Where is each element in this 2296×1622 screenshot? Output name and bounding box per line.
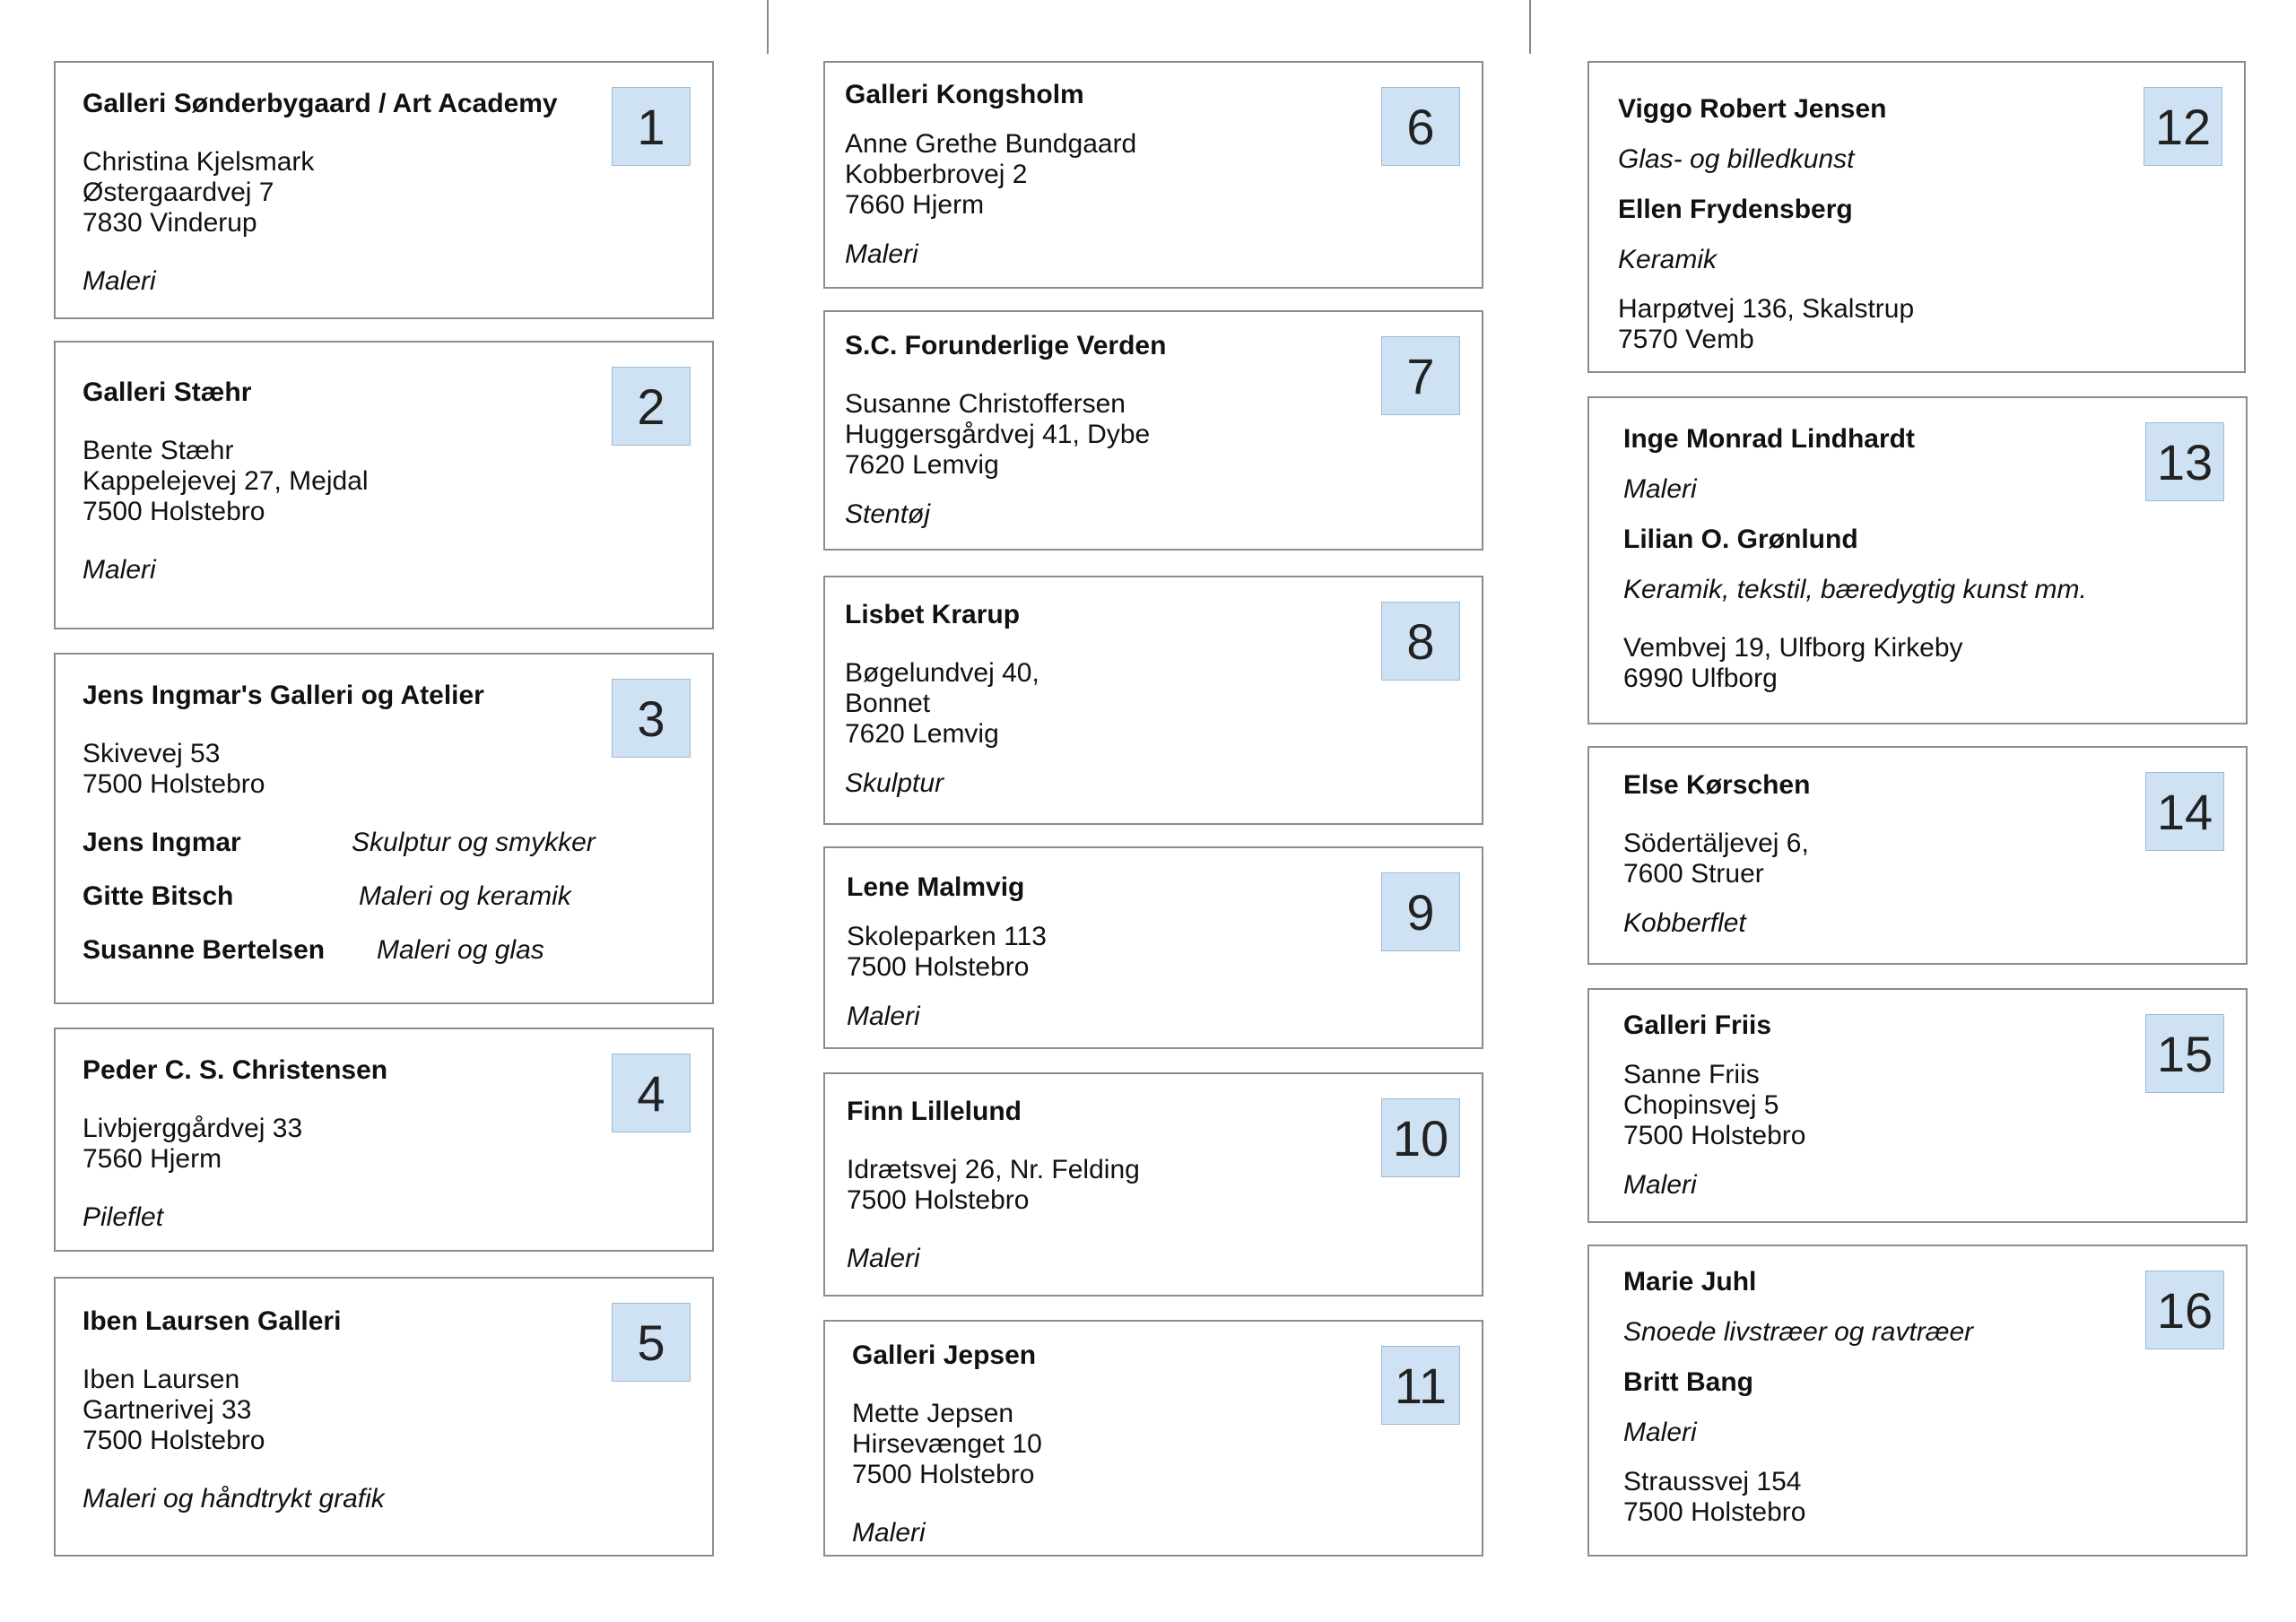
address-line-2: Bonnet [845, 689, 931, 718]
address-line: Straussvej 154 [1623, 1467, 1802, 1496]
entry-card-16 [1587, 1245, 2248, 1557]
entry-number: 5 [612, 1303, 691, 1382]
artist-name: Susanne Bertelsen [83, 935, 326, 965]
artist-row [83, 880, 694, 913]
entry-card-3 [54, 653, 714, 1004]
category-label: Maleri [83, 555, 156, 585]
category-label: Stentøj [845, 499, 931, 529]
fold-line-right [1529, 0, 1531, 54]
category-label: Maleri [847, 1002, 920, 1031]
artist-category: Maleri og glas [377, 935, 544, 965]
contact-line: Christina Kjelsmark [83, 147, 315, 177]
postal-line: 7830 Vinderup [83, 208, 257, 238]
entry-card-4 [54, 1028, 714, 1252]
postal-line: 7570 Vemb [1618, 325, 1754, 354]
entry-card-11 [823, 1320, 1483, 1557]
entry-number: 16 [2145, 1271, 2224, 1349]
artist-name: Jens Ingmar [83, 828, 241, 857]
venue-name: Peder C. S. Christensen [83, 1055, 388, 1085]
postal-line: 7500 Holstebro [83, 769, 265, 799]
contact-line: Bente Stæhr [83, 436, 234, 465]
artist-row [83, 827, 694, 859]
address-line: Bøgelundvej 40, [845, 658, 1039, 688]
address-line: Gartnerivej 33 [83, 1395, 252, 1425]
venue-name: S.C. Forunderlige Verden [845, 331, 1167, 360]
entry-number: 6 [1381, 87, 1460, 166]
entry-number: 2 [612, 367, 691, 446]
postal-line: 7500 Holstebro [1623, 1497, 1806, 1527]
category-label: Maleri [845, 239, 918, 269]
entry-card-12 [1587, 61, 2246, 373]
venue-name: Else Kørschen [1623, 770, 1811, 800]
postal-line: 7600 Struer [1623, 859, 1764, 889]
artist-category: Snoede livstræer og ravtræer [1623, 1317, 1974, 1347]
entry-number: 12 [2144, 87, 2222, 166]
address-line: Södertäljevej 6, [1623, 828, 1809, 858]
entry-number: 11 [1381, 1346, 1460, 1425]
address-line: Østergaardvej 7 [83, 178, 274, 207]
artist-name: Marie Juhl [1623, 1267, 1757, 1297]
category-label: Maleri og håndtrykt grafik [83, 1484, 385, 1514]
postal-line: 7500 Holstebro [1623, 1121, 1806, 1150]
address-line: Skoleparken 113 [847, 922, 1047, 951]
entry-card-13 [1587, 396, 2248, 724]
address-line: Livbjerggårdvej 33 [83, 1114, 303, 1143]
artist-category: Keramik [1618, 245, 1718, 274]
category-label: Maleri [1623, 1170, 1697, 1200]
postal-line: 7500 Holstebro [852, 1460, 1035, 1489]
entry-number: 3 [612, 679, 691, 758]
fold-line-left [767, 0, 769, 54]
venue-name: Lene Malmvig [847, 872, 1025, 902]
artist-category: Glas- og billedkunst [1618, 144, 1855, 174]
address-line: Chopinsvej 5 [1623, 1090, 1779, 1120]
contact-line: Sanne Friis [1623, 1060, 1760, 1089]
category-label: Skulptur [845, 768, 944, 798]
postal-line: 7500 Holstebro [847, 1185, 1030, 1215]
address-line: Hirsevænget 10 [852, 1429, 1042, 1459]
entry-number: 9 [1381, 872, 1460, 951]
category-label: Kobberflet [1623, 908, 1746, 938]
artist-name: Inge Monrad Lindhardt [1623, 424, 1915, 454]
entry-number: 7 [1381, 336, 1460, 415]
address-line: Vembvej 19, Ulfborg Kirkeby [1623, 633, 1963, 663]
artist-category: Maleri [1623, 474, 1697, 504]
contact-line: Iben Laursen [83, 1365, 240, 1394]
venue-name: Lisbet Krarup [845, 600, 1021, 629]
postal-line: 7500 Holstebro [83, 497, 265, 526]
postal-line: 6990 Ulfborg [1623, 664, 1778, 693]
entry-card-8 [823, 576, 1483, 825]
address-line: Kobberbrovej 2 [845, 160, 1028, 189]
contact-line: Anne Grethe Bundgaard [845, 129, 1137, 159]
entry-card-1 [54, 61, 714, 319]
venue-name: Galleri Kongsholm [845, 80, 1084, 109]
address-line: Skivevej 53 [83, 739, 221, 768]
category-label: Pileflet [83, 1202, 164, 1232]
venue-name: Galleri Sønderbygaard / Art Academy [83, 89, 558, 118]
entry-card-2 [54, 341, 714, 629]
postal-line: 7660 Hjerm [845, 190, 985, 220]
category-label: Maleri [847, 1244, 920, 1273]
postal-line: 7500 Holstebro [847, 952, 1030, 982]
entry-number: 14 [2145, 772, 2224, 851]
postal-line: 7500 Holstebro [83, 1426, 265, 1455]
venue-name: Galleri Stæhr [83, 377, 252, 407]
contact-line: Susanne Christoffersen [845, 389, 1126, 419]
entry-number: 10 [1381, 1098, 1460, 1177]
postal-line: 7620 Lemvig [845, 450, 999, 480]
entry-card-15 [1587, 988, 2248, 1223]
postal-line: 7620 Lemvig [845, 719, 999, 749]
artist-name: Gitte Bitsch [83, 881, 234, 911]
entry-number: 8 [1381, 602, 1460, 681]
venue-name: Iben Laursen Galleri [83, 1306, 342, 1336]
artist-name: Viggo Robert Jensen [1618, 94, 1887, 124]
venue-name: Galleri Friis [1623, 1010, 1772, 1040]
venue-name: Finn Lillelund [847, 1097, 1022, 1126]
artist-category: Maleri og keramik [359, 881, 571, 911]
entry-card-7 [823, 310, 1483, 551]
entry-card-9 [823, 846, 1483, 1049]
entry-card-14 [1587, 746, 2248, 965]
artist-row [83, 934, 694, 967]
artist-name: Lilian O. Grønlund [1623, 525, 1858, 554]
entry-card-6 [823, 61, 1483, 289]
entry-number: 4 [612, 1054, 691, 1132]
artist-category: Maleri [1623, 1418, 1697, 1447]
artist-name: Britt Bang [1623, 1367, 1753, 1397]
category-label: Maleri [852, 1518, 926, 1548]
venue-name: Jens Ingmar's Galleri og Atelier [83, 681, 484, 710]
address-line: Kappelejevej 27, Mejdal [83, 466, 369, 496]
artist-name: Ellen Frydensberg [1618, 195, 1853, 224]
contact-line: Mette Jepsen [852, 1399, 1014, 1428]
category-label: Maleri [83, 266, 156, 296]
venue-name: Galleri Jepsen [852, 1340, 1037, 1370]
entry-card-10 [823, 1072, 1483, 1297]
postal-line: 7560 Hjerm [83, 1144, 222, 1174]
entry-number: 13 [2145, 422, 2224, 501]
entry-card-5 [54, 1277, 714, 1557]
address-line: Harpøtvej 136, Skalstrup [1618, 294, 1915, 324]
address-line: Idrætsvej 26, Nr. Felding [847, 1155, 1140, 1184]
artist-category: Skulptur og smykker [352, 828, 596, 857]
entry-number: 15 [2145, 1014, 2224, 1093]
entry-number: 1 [612, 87, 691, 166]
address-line: Huggersgårdvej 41, Dybe [845, 420, 1151, 449]
artist-category: Keramik, tekstil, bæredygtig kunst mm. [1623, 575, 2087, 604]
